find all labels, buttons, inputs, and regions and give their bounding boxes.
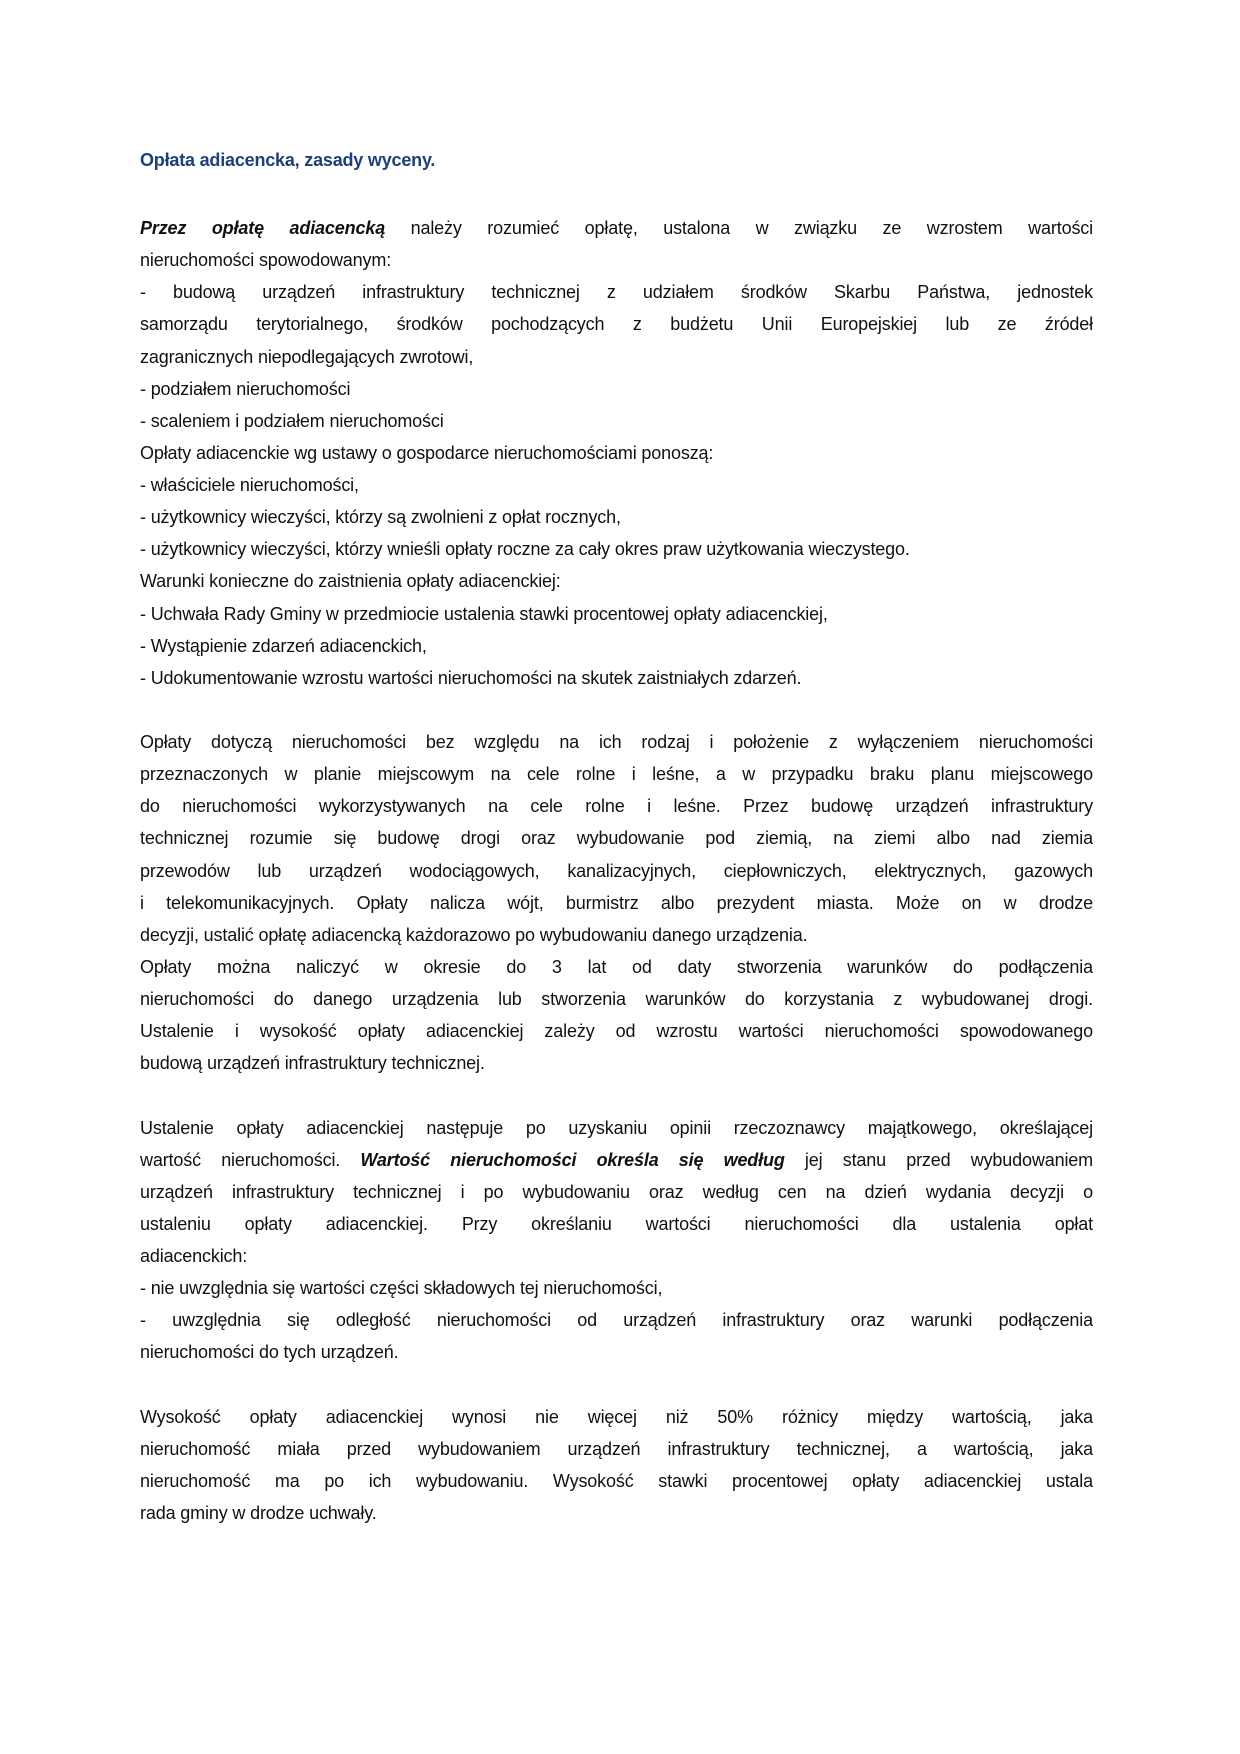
text-line (140, 373, 1093, 405)
text-line (140, 469, 1093, 501)
text-segment: - użytkownicy wieczyści, którzy wnieśli opłaty roczne za cały okres praw użytkowania wieczystego. (140, 539, 910, 560)
document-body (140, 212, 1093, 1529)
text-segment: - budową urządzeń infrastruktury technicznej z udziałem środków Skarbu Państwa, jednostek (140, 282, 1093, 303)
text-line (140, 533, 1093, 565)
text-line (140, 212, 1093, 244)
text-line (140, 855, 1093, 887)
text-segment: - użytkownicy wieczyści, którzy są zwolnieni z opłat rocznych, (140, 507, 621, 528)
text-segment: technicznej rozumie się budowę drogi oraz wybudowanie pod ziemią, na ziemi albo nad ziemia (140, 828, 1093, 849)
text-segment: rada gminy w drodze uchwały. (140, 1503, 377, 1523)
text-line (140, 405, 1093, 437)
text-line (140, 1144, 1093, 1176)
text-segment: - Wystąpienie zdarzeń adiacenckich, (140, 635, 427, 656)
text-line (140, 726, 1093, 758)
text-line (140, 244, 1093, 276)
text-segment: nieruchomości do danego urządzenia lub stworzenia warunków do korzystania z wybudowanej drogi. (140, 989, 1093, 1009)
text-segment: przewodów lub urządzeń wodociągowych, kanalizacyjnych, ciepłowniczych, elektrycznych, gazowych (140, 860, 1093, 881)
text-line (140, 983, 1093, 1015)
text-line (140, 437, 1093, 469)
text-segment: - Udokumentowanie wzrostu wartości nieruchomości na skutek zaistniałych zdarzeń. (140, 667, 802, 688)
text-line (140, 919, 1093, 951)
text-segment: decyzji, ustalić opłatę adiacencką każdorazowo po wybudowaniu danego urządzenia. (140, 924, 808, 945)
text-line (140, 1047, 1093, 1079)
document-title: Opłata adiacencka, zasady wyceny. (140, 150, 436, 170)
text-line (140, 790, 1093, 822)
text-segment: - scaleniem i podziałem nieruchomości (140, 410, 444, 431)
text-segment: do nieruchomości wykorzystywanych na cele rolne i leśne. Przez budowę urządzeń infrastruktury (140, 796, 1093, 817)
text-segment: - uwzględnia się odległość nieruchomości od urządzeń infrastruktury oraz warunki podłączenia (140, 1310, 1093, 1331)
text-line (140, 1015, 1093, 1047)
text-segment: Warunki konieczne do zaistnienia opłaty adiacenckiej: (140, 571, 561, 592)
text-line (140, 308, 1093, 340)
text-segment: Opłaty adiacenckie wg ustawy o gospodarce nieruchomościami ponoszą: (140, 442, 714, 463)
text-segment: wartość nieruchomości. (140, 1149, 361, 1170)
text-segment: ustaleniu opłaty adiacenckiej. Przy określaniu wartości nieruchomości dla ustalenia opłat (140, 1213, 1093, 1234)
text-segment: przeznaczonych w planie miejscowym na cele rolne i leśne, a w przypadku braku planu miejscowego (140, 764, 1093, 785)
text-segment: zagranicznych niepodlegających zwrotowi, (140, 346, 474, 367)
text-segment: samorządu terytorialnego, środków pochodzących z budżetu Unii Europejskiej lub ze źródeł (140, 314, 1093, 335)
text-segment: Opłaty można naliczyć w okresie do 3 lat od daty stworzenia warunków do podłączenia (140, 956, 1093, 977)
blank-line (140, 694, 1093, 726)
text-segment: nieruchomość miała przed wybudowaniem urządzeń infrastruktury technicznej, a wartością, jaka (140, 1438, 1093, 1459)
text-segment: i telekomunikacyjnych. Opłaty nalicza wójt, burmistrz albo prezydent miasta. Może on w drodze (140, 892, 1093, 913)
text-line (140, 565, 1093, 597)
text-segment: urządzeń infrastruktury technicznej i po wybudowaniu oraz według cen na dzień wydania decyzji o (140, 1181, 1093, 1202)
text-segment: adiacenckich: (140, 1246, 248, 1266)
text-line (140, 822, 1093, 854)
text-line (140, 1465, 1093, 1497)
text-line (140, 1240, 1093, 1272)
text-line (140, 276, 1093, 308)
text-line (140, 662, 1093, 694)
text-line (140, 1401, 1093, 1433)
text-segment: - nie uwzględnia się wartości części składowych tej nieruchomości, (140, 1278, 663, 1299)
text-line (140, 1176, 1093, 1208)
text-line (140, 1433, 1093, 1465)
text-line (140, 630, 1093, 662)
text-line (140, 501, 1093, 533)
text-segment: należy rozumieć opłatę, ustalona w związku ze wzrostem wartości (385, 218, 1093, 238)
text-segment: - Uchwała Rady Gminy w przedmiocie ustalenia stawki procentowej opłaty adiacenckiej, (140, 603, 828, 624)
text-line (140, 598, 1093, 630)
text-line (140, 887, 1093, 919)
text-line (140, 341, 1093, 373)
text-segment: budową urządzeń infrastruktury technicznej. (140, 1053, 485, 1074)
text-segment: jej stanu przed wybudowaniem (784, 1149, 1093, 1170)
text-segment: - właściciele nieruchomości, (140, 475, 359, 495)
text-line (140, 1497, 1093, 1529)
text-line (140, 1272, 1093, 1304)
text-segment: Ustalenie i wysokość opłaty adiacenckiej zależy od wzrostu wartości nieruchomości spowodowanego (140, 1021, 1093, 1042)
text-line (140, 1208, 1093, 1240)
text-segment: nieruchomości do tych urządzeń. (140, 1342, 399, 1363)
text-line (140, 1304, 1093, 1336)
emphasized-text: Przez opłatę adiacencką (140, 218, 386, 238)
text-line (140, 1112, 1093, 1144)
text-segment: Opłaty dotyczą nieruchomości bez względu na ich rodzaj i położenie z wyłączeniem nieruchomości (140, 732, 1093, 752)
text-segment: Wysokość opłaty adiacenckiej wynosi nie więcej niż 50% różnicy między wartością, jaka (140, 1406, 1093, 1427)
text-line (140, 758, 1093, 790)
text-segment: Ustalenie opłaty adiacenckiej następuje po uzyskaniu opinii rzeczoznawcy majątkowego, określającej (140, 1117, 1093, 1138)
blank-line (140, 1369, 1093, 1401)
text-segment: - podziałem nieruchomości (140, 378, 351, 399)
text-line (140, 951, 1093, 983)
text-segment: nieruchomości spowodowanym: (140, 250, 392, 271)
text-line (140, 1336, 1093, 1368)
emphasized-text: Wartość nieruchomości określa się według (360, 1149, 785, 1170)
text-segment: nieruchomość ma po ich wybudowaniu. Wysokość stawki procentowej opłaty adiacenckiej ustala (140, 1470, 1093, 1491)
blank-line (140, 1079, 1093, 1111)
